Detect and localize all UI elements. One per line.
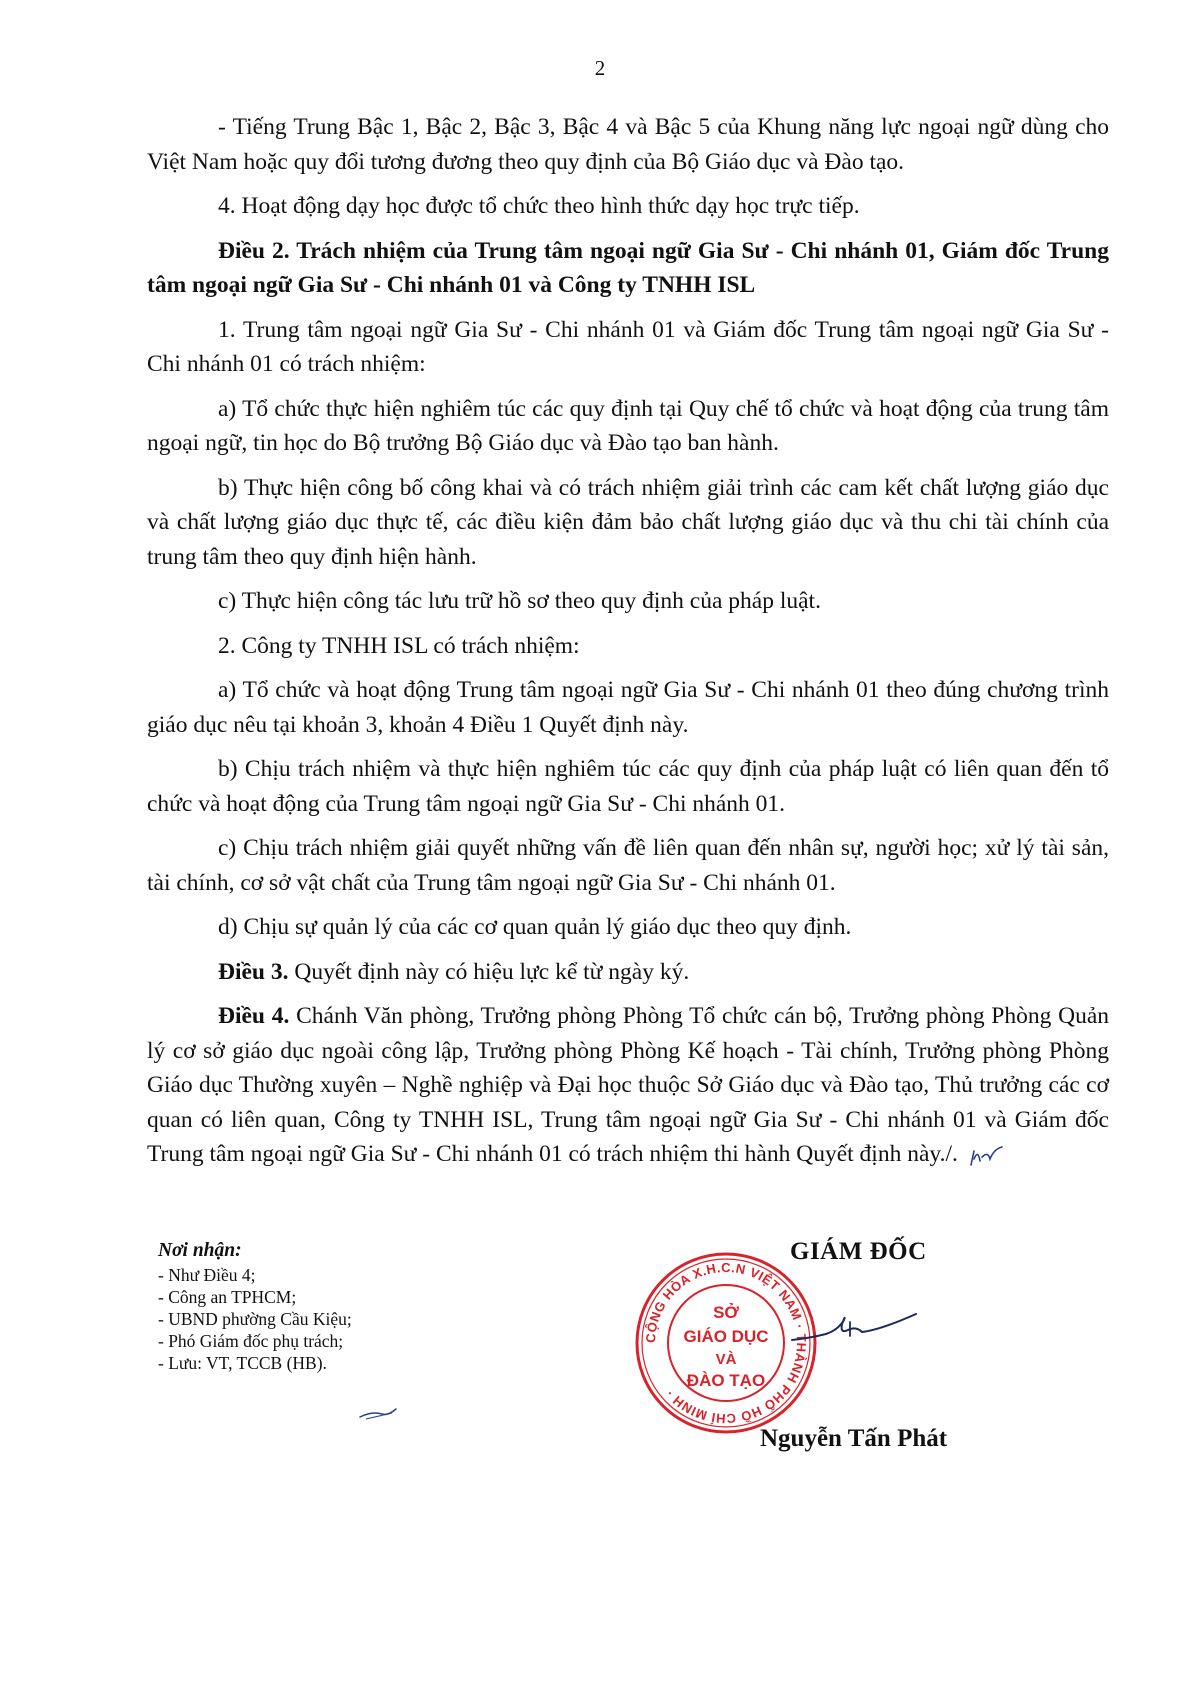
signatory-name: Nguyễn Tấn Phát bbox=[760, 1425, 948, 1452]
seal-line: VÀ bbox=[715, 1351, 737, 1368]
handwritten-signature-icon bbox=[790, 1300, 920, 1360]
seal-ring-text: CỘNG HÒA X.H.C.N VIỆT NAM · THÀNH PHỐ HỒ CHÍ MINH · bbox=[642, 1259, 810, 1427]
seal-line: GIÁO DỤC bbox=[683, 1327, 769, 1346]
seal-line: ĐÀO TẠO bbox=[686, 1371, 766, 1390]
paragraph: b) Thực hiện công bố công khai và có trách nhiệm giải trình các cam kết chất lượng giáo dục và chất lượng giáo dục thực tế, các điều kiện đảm bảo chất lượng giáo dục và thu chi tài chính của trung tâm theo quy định hiện hành. bbox=[147, 474, 1109, 570]
recipients-title: Nơi nhận: bbox=[158, 1240, 242, 1261]
article-4-paragraph bbox=[147, 999, 1109, 1172]
recipient-item: - Như Điều 4; bbox=[158, 1265, 256, 1285]
paragraph: b) Chịu trách nhiệm và thực hiện nghiêm túc các quy định của pháp luật có liên quan đến tổ chức và hoạt động của Trung tâm ngoại ngữ Gia Sư - Chi nhánh 01. bbox=[147, 756, 1109, 817]
article-3-paragraph bbox=[147, 955, 1109, 990]
page-number: 2 bbox=[594, 56, 606, 80]
paragraph: c) Thực hiện công tác lưu trữ hồ sơ theo quy định của pháp luật. bbox=[218, 588, 821, 614]
article-3-label: Điều 3. bbox=[218, 958, 289, 985]
initials-mark-icon bbox=[968, 1145, 1008, 1169]
paragraph: a) Tổ chức thực hiện nghiêm túc các quy định tại Quy chế tổ chức và hoạt động của trung tâm ngoại ngữ, tin học do Bộ trưởng Bộ Giáo dục và Đào tạo ban hành. bbox=[147, 395, 1109, 456]
ink-mark-icon bbox=[358, 1405, 398, 1421]
recipient-item: - Lưu: VT, TCCB (HB). bbox=[158, 1353, 327, 1373]
recipient-item: - Công an TPHCM; bbox=[158, 1287, 297, 1307]
paragraph: d) Chịu sự quản lý của các cơ quan quản lý giáo dục theo quy định. bbox=[218, 914, 852, 940]
recipient-item: - Phó Giám đốc phụ trách; bbox=[158, 1331, 344, 1351]
document-body bbox=[147, 110, 1109, 1182]
paragraph: - Tiếng Trung Bậc 1, Bậc 2, Bậc 3, Bậc 4 và Bậc 5 của Khung năng lực ngoại ngữ dùng cho Việt Nam hoặc quy đổi tương đương theo quy định của Bộ Giáo dục và Đào tạo. bbox=[147, 114, 1109, 175]
article-4-text: Chánh Văn phòng, Trưởng phòng Phòng Tổ chức cán bộ, Trưởng phòng Phòng Quản lý cơ sở giáo dục ngoài công lập, Trưởng phòng Phòng Kế hoạch - Tài chính, Trưởng phòng Phòng Giáo dục Thường xuyên – Nghề nghiệp và Đại học thuộc Sở Giáo dục và Đào tạo, Thủ trưởng các cơ quan có liên quan, Công ty TNHH ISL, Trung tâm ngoại ngữ Gia Sư - Chi nhánh 01 và Giám đốc Trung tâm ngoại ngữ Gia Sư - Chi nhánh 01 có trách nhiệm thi hành Quyết định này./. bbox=[147, 1003, 1110, 1167]
paragraph: a) Tổ chức và hoạt động Trung tâm ngoại ngữ Gia Sư - Chi nhánh 01 theo đúng chương trình giáo dục nêu tại khoản 3, khoản 4 Điều 1 Quyết định này. bbox=[147, 677, 1109, 738]
paragraph: c) Chịu trách nhiệm giải quyết những vấn đề liên quan đến nhân sự, người học; xử lý tài sản, tài chính, cơ sở vật chất của Trung tâm ngoại ngữ Gia Sư - Chi nhánh 01. bbox=[147, 835, 1109, 896]
signatory-title: GIÁM ĐỐC bbox=[790, 1238, 927, 1265]
article-4-label: Điều 4. bbox=[218, 1003, 290, 1029]
article-3-text: Quyết định này có hiệu lực kể từ ngày ký. bbox=[288, 958, 690, 985]
paragraph: 2. Công ty TNHH ISL có trách nhiệm: bbox=[218, 632, 580, 659]
paragraph: 1. Trung tâm ngoại ngữ Gia Sư - Chi nhánh 01 và Giám đốc Trung tâm ngoại ngữ Gia Sư - Chi nhánh 01 có trách nhiệm: bbox=[147, 316, 1109, 377]
recipients-block bbox=[158, 1240, 352, 1374]
seal-line: SỞ bbox=[713, 1303, 739, 1322]
article-2-heading: Điều 2. Trách nhiệm của Trung tâm ngoại ngữ Gia Sư - Chi nhánh 01, Giám đốc Trung tâm ngoại ngữ Gia Sư - Chi nhánh 01 và Công ty TNHH ISL bbox=[147, 237, 1109, 298]
paragraph: 4. Hoạt động dạy học được tổ chức theo hình thức dạy học trực tiếp. bbox=[218, 193, 860, 219]
recipient-item: - UBND phường Cầu Kiệu; bbox=[158, 1309, 352, 1329]
